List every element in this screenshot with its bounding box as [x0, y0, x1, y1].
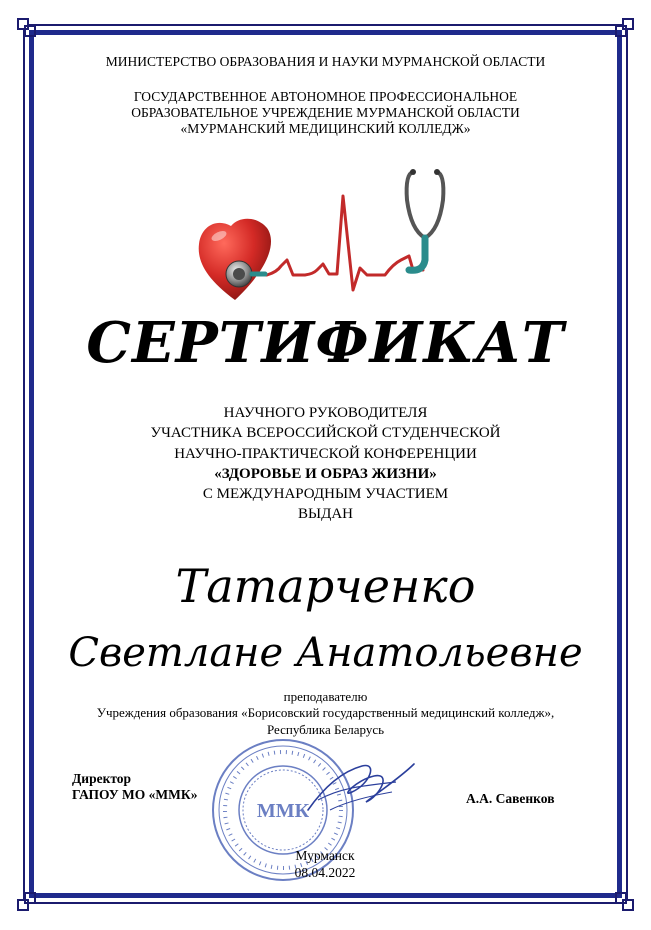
institution-line-3: «МУРМАНСКИЙ МЕДИЦИНСКИЙ КОЛЛЕДЖ»: [180, 120, 471, 136]
institution-line-2: ОБРАЗОВАТЕЛЬНОЕ УЧРЕЖДЕНИЕ МУРМАНСКОЙ ОБЛАСТИ: [131, 104, 520, 120]
stamp-center-text: ММК: [256, 800, 310, 822]
director-name: А.А. Савенков: [466, 791, 555, 806]
certificate-title: СЕРТИФИКАТ: [86, 310, 565, 376]
heart-icon: [199, 219, 271, 300]
recipient-given-names: Светлане Анатольевне: [68, 630, 583, 676]
issue-date: 08.04.2022: [294, 864, 356, 880]
body-line-3: НАУЧНО-ПРАКТИЧЕСКОЙ КОНФЕРЕНЦИИ: [174, 445, 477, 462]
corner-ornament-top-left: [17, 18, 37, 38]
corner-ornament-top-right: [614, 18, 634, 38]
director-title-line-1: Директор: [72, 771, 132, 786]
director-signature: [300, 752, 420, 817]
body-line-6: ВЫДАН: [298, 506, 353, 523]
recipient-position: [0, 689, 651, 738]
institution-line-1: ГОСУДАРСТВЕННОЕ АВТОНОМНОЕ ПРОФЕССИОНАЛЬНОЕ: [133, 89, 518, 104]
stethoscope-icon: [407, 169, 444, 270]
director-title-line-2: ГАПОУ МО «ММК»: [72, 787, 198, 803]
corner-ornament-bottom-right: [614, 891, 634, 911]
body-line-2: УЧАСТНИКА ВСЕРОССИЙСКОЙ СТУДЕНЧЕСКОЙ: [150, 425, 501, 442]
institution-header: [0, 89, 651, 136]
position-role: преподавателю: [283, 689, 368, 704]
corner-ornament-bottom-left: [17, 891, 37, 911]
body-line-1: НАУЧНОГО РУКОВОДИТЕЛЯ: [223, 405, 428, 421]
conference-name: «ЗДОРОВЬЕ И ОБРАЗ ЖИЗНИ»: [214, 465, 437, 482]
recipient-surname: Татарченко: [175, 559, 476, 613]
ecg-line-icon: [253, 196, 423, 290]
body-line-5: С МЕЖДУНАРОДНЫМ УЧАСТИЕМ: [202, 486, 449, 502]
medical-illustration: [195, 160, 455, 305]
position-org-line-2: Республика Беларусь: [266, 721, 385, 737]
certificate-body: [0, 403, 651, 525]
ministry-header: МИНИСТЕРСТВО ОБРАЗОВАНИЯ И НАУКИ МУРМАНСКОЙ ОБЛАСТИ: [105, 54, 546, 69]
director-title: [72, 771, 197, 803]
position-org-line-1: Учреждения образования «Борисовский государственный медицинский колледж»,: [96, 705, 555, 721]
issue-city: Мурманск: [295, 848, 355, 863]
issue-place-date: [270, 848, 380, 882]
